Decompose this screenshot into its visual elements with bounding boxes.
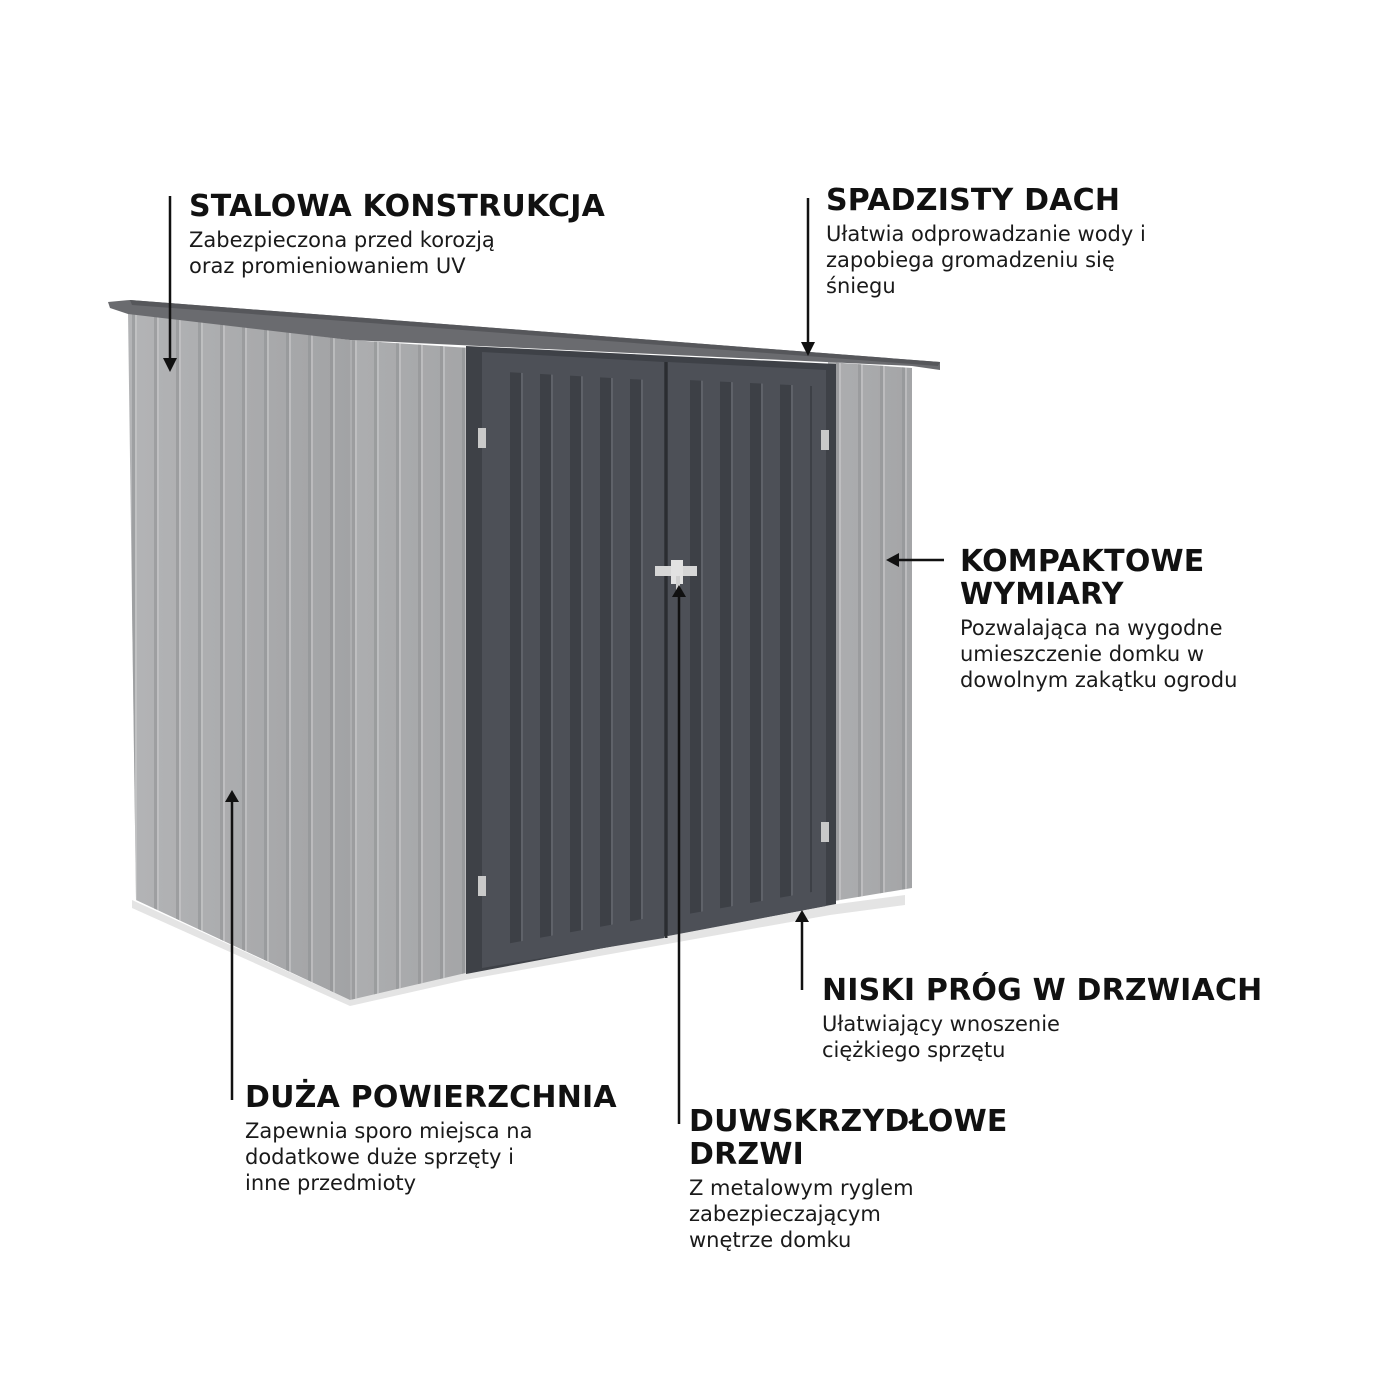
- feature-description: Ułatwia odprowadzanie wody i zapobiega gromadzeniu się śniegu: [826, 222, 1146, 298]
- feature-title: KOMPAKTOWE WYMIARY: [960, 544, 1205, 612]
- feature-title: NISKI PRÓG W DRZWIACH: [822, 973, 1263, 1008]
- feature-duza-powierzchnia: [245, 1081, 617, 1196]
- hinge: [821, 822, 829, 842]
- feature-title: SPADZISTY DACH: [826, 183, 1121, 218]
- feature-niski-prog: [822, 974, 1262, 1063]
- feature-title: DUŻA POWIERZCHNIA: [245, 1080, 617, 1115]
- hinge: [478, 876, 486, 896]
- hinge: [821, 430, 829, 450]
- feature-description: Z metalowym ryglem zabezpieczającym wnętrze domku: [689, 1176, 914, 1252]
- pointer-arrow-up-icon: [795, 910, 809, 990]
- hinge: [478, 428, 486, 448]
- feature-description: Zabezpieczona przed korozją oraz promieniowaniem UV: [189, 228, 495, 278]
- pointer-arrow-down-icon: [801, 198, 815, 356]
- feature-description: Zapewnia sporo miejsca na dodatkowe duże sprzęty i inne przedmioty: [245, 1119, 533, 1195]
- feature-stalowa-konstrukcja: [189, 190, 605, 279]
- feature-description: Pozwalająca na wygodne umieszczenie domku w dowolnym zakątku ogrodu: [960, 616, 1238, 692]
- feature-title: DUWSKRZYDŁOWE DRZWI: [689, 1104, 1008, 1172]
- feature-description: Ułatwiający wnoszenie ciężkiego sprzętu: [822, 1012, 1060, 1062]
- feature-dwuskrzydlowe-drzwi: [689, 1105, 1008, 1253]
- feature-spadzisty-dach: [826, 184, 1146, 299]
- feature-kompaktowe-wymiary: [960, 545, 1237, 693]
- feature-title: STALOWA KONSTRUKCJA: [189, 189, 606, 224]
